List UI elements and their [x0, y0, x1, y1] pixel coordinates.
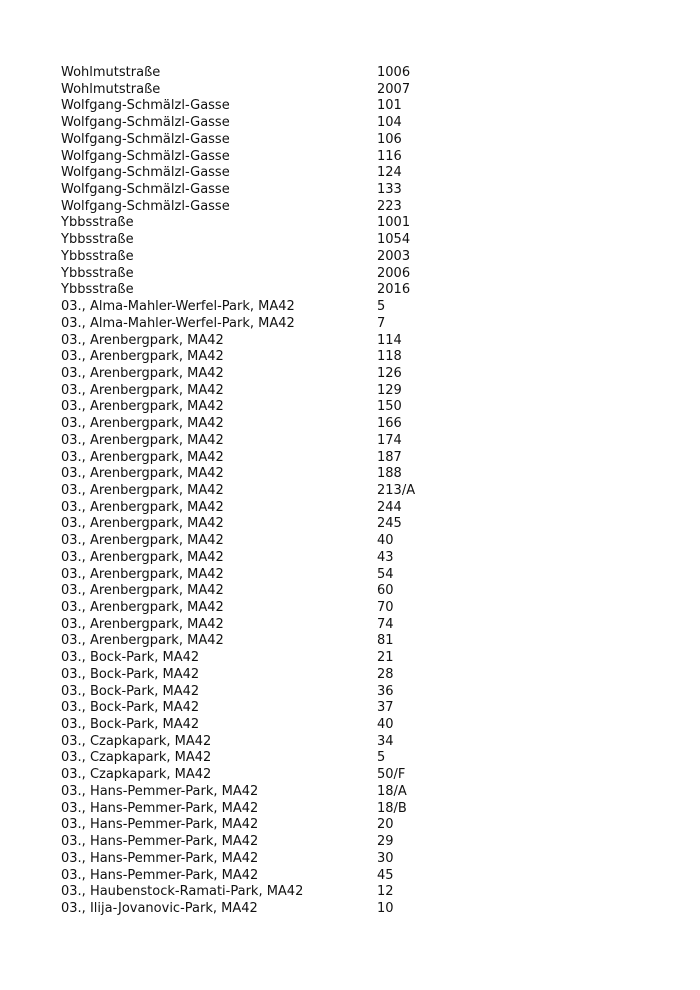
table-row	[61, 366, 661, 383]
table-row	[61, 567, 661, 584]
location-name: 03., Czapkapark, MA42	[61, 733, 212, 749]
location-name: 03., Alma-Mahler-Werfel-Park, MA42	[61, 299, 295, 315]
location-number: 187	[377, 449, 402, 465]
location-name: 03., Arenbergpark, MA42	[61, 499, 224, 515]
location-name: 03., Arenbergpark, MA42	[61, 365, 224, 381]
location-name: 03., Arenbergpark, MA42	[61, 449, 224, 465]
location-name: 03., Hans-Pemmer-Park, MA42	[61, 817, 259, 833]
address-list	[61, 65, 661, 918]
table-row	[61, 82, 661, 99]
location-name: 03., Arenbergpark, MA42	[61, 432, 224, 448]
table-row	[61, 333, 661, 350]
location-name: Ybbsstraße	[61, 248, 134, 264]
table-row	[61, 700, 661, 717]
table-row	[61, 215, 661, 232]
location-name: 03., Arenbergpark, MA42	[61, 382, 224, 398]
location-number: 29	[377, 834, 394, 850]
location-number: 18/A	[377, 783, 407, 799]
location-number: 18/B	[377, 800, 407, 816]
location-name: 03., Hans-Pemmer-Park, MA42	[61, 850, 259, 866]
location-number: 1001	[377, 215, 411, 231]
table-row	[61, 650, 661, 667]
table-row	[61, 232, 661, 249]
location-name: 03., Bock-Park, MA42	[61, 666, 200, 682]
table-row	[61, 98, 661, 115]
location-number: 21	[377, 650, 394, 666]
location-number: 40	[377, 717, 394, 733]
table-row	[61, 399, 661, 416]
table-row	[61, 416, 661, 433]
location-number: 129	[377, 382, 402, 398]
location-name: 03., Haubenstock-Ramati-Park, MA42	[61, 884, 304, 900]
table-row	[61, 65, 661, 82]
table-row	[61, 750, 661, 767]
location-number: 245	[377, 516, 402, 532]
location-number: 30	[377, 850, 394, 866]
location-number: 40	[377, 533, 394, 549]
location-name: 03., Hans-Pemmer-Park, MA42	[61, 800, 259, 816]
table-row	[61, 868, 661, 885]
location-number: 150	[377, 399, 402, 415]
location-name: Wolfgang-Schmälzl-Gasse	[61, 182, 230, 198]
location-name: 03., Arenbergpark, MA42	[61, 583, 224, 599]
location-number: 34	[377, 733, 394, 749]
location-number: 45	[377, 867, 394, 883]
table-row	[61, 450, 661, 467]
location-name: 03., Arenbergpark, MA42	[61, 633, 224, 649]
location-number: 188	[377, 466, 402, 482]
table-row	[61, 299, 661, 316]
location-number: 101	[377, 98, 402, 114]
location-name: 03., Czapkapark, MA42	[61, 750, 212, 766]
location-number: 116	[377, 148, 402, 164]
location-name: 03., Arenbergpark, MA42	[61, 399, 224, 415]
location-number: 1054	[377, 232, 411, 248]
location-number: 5	[377, 750, 386, 766]
location-name: 03., Bock-Park, MA42	[61, 683, 200, 699]
table-row	[61, 834, 661, 851]
location-number: 43	[377, 549, 394, 565]
table-row	[61, 349, 661, 366]
location-name: Ybbsstraße	[61, 265, 134, 281]
location-number: 1006	[377, 65, 411, 80]
location-number: 244	[377, 499, 402, 515]
location-name: 03., Arenbergpark, MA42	[61, 416, 224, 432]
table-row	[61, 533, 661, 550]
location-name: Wohlmutstraße	[61, 81, 161, 97]
location-number: 10	[377, 900, 394, 916]
location-number: 2003	[377, 248, 411, 264]
table-row	[61, 884, 661, 901]
table-row	[61, 199, 661, 216]
location-number: 118	[377, 349, 402, 365]
table-row	[61, 182, 661, 199]
location-name: 03., Arenbergpark, MA42	[61, 516, 224, 532]
location-name: 03., Alma-Mahler-Werfel-Park, MA42	[61, 315, 295, 331]
table-row	[61, 801, 661, 818]
location-number: 2006	[377, 265, 411, 281]
location-number: 5	[377, 299, 386, 315]
location-name: 03., Hans-Pemmer-Park, MA42	[61, 867, 259, 883]
table-row	[61, 266, 661, 283]
table-row	[61, 684, 661, 701]
location-name: Wohlmutstraße	[61, 65, 161, 80]
location-name: Wolfgang-Schmälzl-Gasse	[61, 98, 230, 114]
location-name: 03., Czapkapark, MA42	[61, 767, 212, 783]
location-number: 2016	[377, 282, 411, 298]
table-row	[61, 516, 661, 533]
location-name: 03., Arenbergpark, MA42	[61, 349, 224, 365]
table-row	[61, 282, 661, 299]
location-name: Wolfgang-Schmälzl-Gasse	[61, 131, 230, 147]
location-name: 03., Hans-Pemmer-Park, MA42	[61, 783, 259, 799]
location-number: 54	[377, 566, 394, 582]
location-name: 03., Arenbergpark, MA42	[61, 332, 224, 348]
table-row	[61, 165, 661, 182]
location-name: Wolfgang-Schmälzl-Gasse	[61, 115, 230, 131]
location-number: 12	[377, 884, 394, 900]
table-row	[61, 132, 661, 149]
location-number: 213/A	[377, 482, 416, 498]
location-number: 20	[377, 817, 394, 833]
location-name: 03., Arenbergpark, MA42	[61, 549, 224, 565]
location-name: 03., Bock-Park, MA42	[61, 650, 200, 666]
table-row	[61, 767, 661, 784]
table-row	[61, 466, 661, 483]
table-row	[61, 734, 661, 751]
location-name: Ybbsstraße	[61, 215, 134, 231]
table-row	[61, 633, 661, 650]
table-row	[61, 583, 661, 600]
location-name: Ybbsstraße	[61, 232, 134, 248]
location-number: 2007	[377, 81, 411, 97]
table-row	[61, 817, 661, 834]
table-row	[61, 851, 661, 868]
location-number: 70	[377, 600, 394, 615]
location-name: 03., Arenbergpark, MA42	[61, 533, 224, 549]
table-row	[61, 149, 661, 166]
location-number: 7	[377, 315, 386, 331]
table-row	[61, 784, 661, 801]
location-name: Wolfgang-Schmälzl-Gasse	[61, 198, 230, 214]
location-name: 03., Arenbergpark, MA42	[61, 466, 224, 482]
location-number: 81	[377, 633, 394, 649]
location-name: 03., Bock-Park, MA42	[61, 700, 200, 716]
location-number: 133	[377, 182, 402, 198]
table-row	[61, 383, 661, 400]
location-number: 28	[377, 666, 394, 682]
location-number: 37	[377, 700, 394, 716]
table-row	[61, 115, 661, 132]
location-name: 03., Bock-Park, MA42	[61, 717, 200, 733]
table-row	[61, 901, 661, 918]
location-number: 124	[377, 165, 402, 181]
location-number: 104	[377, 115, 402, 131]
table-row	[61, 550, 661, 567]
table-row	[61, 667, 661, 684]
location-name: Wolfgang-Schmälzl-Gasse	[61, 165, 230, 181]
location-name: Ybbsstraße	[61, 282, 134, 298]
location-name: 03., Hans-Pemmer-Park, MA42	[61, 834, 259, 850]
table-row	[61, 249, 661, 266]
location-number: 126	[377, 365, 402, 381]
table-row	[61, 500, 661, 517]
location-number: 174	[377, 432, 402, 448]
location-name: 03., Arenbergpark, MA42	[61, 616, 224, 632]
location-number: 36	[377, 683, 394, 699]
location-name: 03., Ilija-Jovanovic-Park, MA42	[61, 900, 258, 916]
location-name: 03., Arenbergpark, MA42	[61, 600, 224, 615]
location-number: 106	[377, 131, 402, 147]
table-row	[61, 600, 661, 617]
location-number: 50/F	[377, 767, 406, 783]
location-number: 74	[377, 616, 394, 632]
location-number: 114	[377, 332, 402, 348]
location-name: 03., Arenbergpark, MA42	[61, 482, 224, 498]
location-number: 223	[377, 198, 402, 214]
table-row	[61, 433, 661, 450]
location-number: 60	[377, 583, 394, 599]
table-row	[61, 483, 661, 500]
location-name: 03., Arenbergpark, MA42	[61, 566, 224, 582]
location-number: 166	[377, 416, 402, 432]
table-row	[61, 617, 661, 634]
location-name: Wolfgang-Schmälzl-Gasse	[61, 148, 230, 164]
table-row	[61, 717, 661, 734]
table-row	[61, 316, 661, 333]
